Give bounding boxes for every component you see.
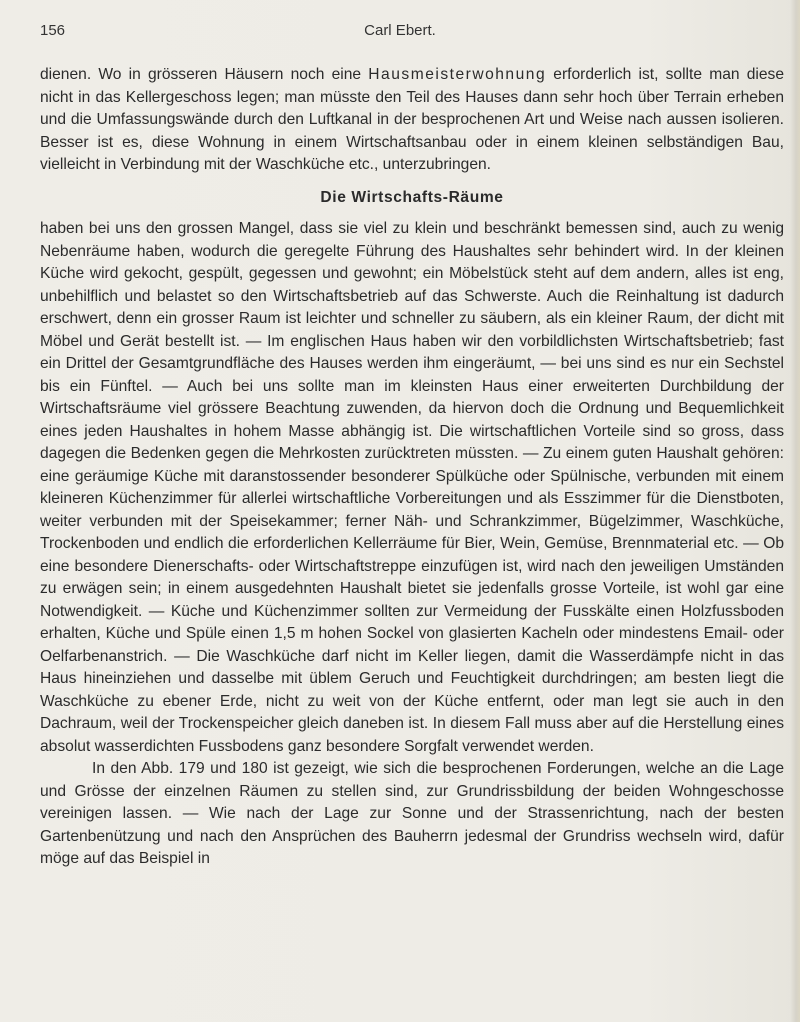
paragraph-intro-after: erforderlich ist, sollte man diese nicht in das Kellergeschoss legen; man müsste den Teil des Hauses dann sehr hoch über Terrain erheben und die Umfassungswände durch den Luftkanal in der besprochenen Art und Weise nach aussen isolieren. Besser ist es, diese Wohnung in einem Wirtschaftsanbau oder in einem kleinen selbständigen Bau, vielleicht in Verbindung mit der Waschküche etc., unterzubringen. <box>40 66 785 173</box>
running-title: Carl Ebert. <box>364 22 436 39</box>
body-text <box>40 64 784 871</box>
paragraph-intro <box>40 64 784 177</box>
spaced-term: Hausmeisterwohnung <box>368 66 547 83</box>
paragraph-grundriss: In den Abb. 179 und 180 ist gezeigt, wie sich die besprochenen Forderungen, welche an die Lage und Grösse der einzelnen Räumen zu stellen sind, zur Grundrissbildung der beiden Wohngeschosse vereinigen lassen. — Wie nach der Lage zur Sonne und der Strassenrichtung, nach der besten Gartenbenützung und nach den Ansprüchen des Bauherrn jedesmal der Grundriss wechseln wird, dafür möge auf das Beispiel in <box>40 760 784 867</box>
page-edge-shadow <box>790 0 800 1022</box>
paragraph-wirtschaftsraeume: haben bei uns den grossen Mangel, dass sie viel zu klein und beschränkt bemessen sind, auch zu wenig Nebenräume haben, wodurch die geregelte Führung des Haushaltes sehr behindert wird. In der kleinen Küche wird gekocht, gespült, gegessen und gewohnt; ein Möbelstück steht auf dem andern, alles ist eng, unbehilflich und belastet so den Wirtschaftsbetrieb auf das Schwerste. Auch die Reinhaltung ist dadurch erschwert, denn ein grosser Raum ist leichter und schneller zu säubern, als ein kleiner Raum, der dicht mit Möbel und Gerät bestellt ist. — Im englischen Haus haben wir den vorbildlichsten Wirtschaftsbetrieb; fast ein Drittel der Gesamtgrundfläche des Hauses werden ihm eingeräumt, — bei uns sind es nur ein Sechstel bis ein Fünftel. — Auch bei uns sollte man im kleinsten Haus einer erweiterten Durchbildung der Wirtschaftsräume viel grössere Beachtung zuwenden, da hiervon doch die Ordnung und Bequemlichkeit eines jeden Haushaltes in hohem Masse abhängig ist. Die wirtschaftlichen Vorteile sind so gross, dass dagegen die Bedenken gegen die Mehrkosten zurücktreten müssten. — Zu einem guten Haushalt gehören: eine geräumige Küche mit daranstossender besonderer Spülküche oder Spülnische, verbunden mit einem kleineren Küchenzimmer für allerlei wirtschaftliche Vorbereitungen und als Esszimmer für die Dienstboten, weiter verbunden mit der Speisekammer; ferner Näh- und Schrankzimmer, Bügelzimmer, Waschküche, Trockenboden und endlich die erforderlichen Kellerräume für Bier, Wein, Gemüse, Brennmaterial etc. — Ob eine besondere Dienerschafts- oder Wirtschaftstreppe einzufügen ist, wird nach den jeweiligen Umständen zu erwägen sein; in einem ausgedehnten Haushalt bietet sie jedenfalls grosse Vorteile, ist wohl gar eine Notwendigkeit. — Küche und Küchenzimmer sollten zur Vermeidung der Fusskälte einen Holzfussboden erhalten, Küche und Spüle einen 1,5 m hohen Sockel von glasierten Kacheln oder mindestens Email- oder Oelfarbenanstrich. — Die Waschküche darf nicht im Keller liegen, damit die Wasserdämpfe nicht in das Haus hineinziehen und dasselbe mit üblem Geruch und Feuchtigkeit durchdringen; am besten liegt die Waschküche zu ebener Erde, nicht zu weit von der Küche entfernt, oder man legt sie auch in den Dachraum, weil der Trockenspeicher gleich daneben ist. In diesem Fall muss aber auf die Herstellung eines absolut wasserdichten Fussbodens ganz besondere Sorgfalt verwendet werden. <box>40 220 784 755</box>
section-heading: Die Wirtschafts-Räume <box>320 188 504 206</box>
paragraph-intro-before: dienen. Wo in grösseren Häusern noch eine <box>40 66 369 83</box>
page-header <box>40 22 760 46</box>
page-number: 156 <box>40 22 66 39</box>
